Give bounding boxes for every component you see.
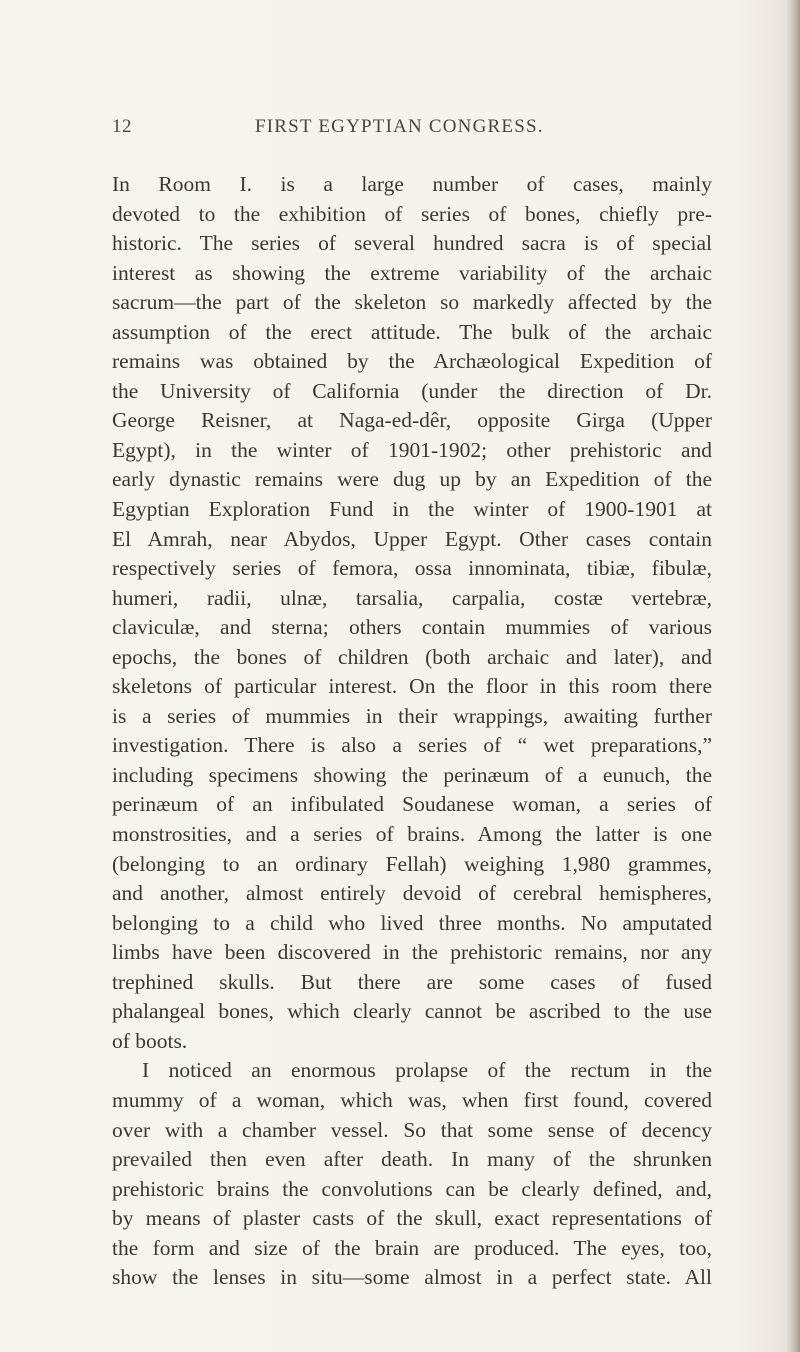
text-line: monstrosities, and a series of brains. Among the latter is one — [112, 822, 712, 847]
text-line: epochs, the bones of children (both archaic and later), and — [112, 644, 712, 669]
text-line: respectively series of femora, ossa innominata, tibiæ, fibulæ, — [112, 556, 712, 581]
text-line: and another, almost entirely devoid of cerebral hemispheres, — [112, 881, 712, 906]
text-line: mummy of a woman, which was, when first found, covered — [112, 1087, 712, 1112]
text-line: investigation. There is also a series of “ wet preparations,” — [112, 733, 712, 758]
text-line: Egypt), in the winter of 1901-1902; other prehistoric and — [112, 437, 712, 462]
text-line: skeletons of particular interest. On the floor in this room there — [112, 674, 712, 699]
text-line: sacrum—the part of the skeleton so markedly affected by the — [112, 290, 712, 315]
page-edge-shadow — [786, 0, 800, 1352]
text-line: In Room I. is a large number of cases, mainly — [112, 172, 712, 196]
text-line: perinæum of an infibulated Soudanese woman, a series of — [112, 792, 712, 817]
text-line: the form and size of the brain are produced. The eyes, too, — [112, 1235, 712, 1260]
text-line: by means of plaster casts of the skull, exact representations of — [112, 1206, 712, 1231]
text-line: phalangeal bones, which clearly cannot be ascribed to the use — [112, 999, 712, 1024]
text-line-paragraph-start: I noticed an enormous prolapse of the rectum in the — [142, 1058, 712, 1083]
page-header — [0, 116, 800, 146]
text-line: remains was obtained by the Archæological Expedition of — [112, 349, 712, 374]
text-line: belonging to a child who lived three months. No amputated — [112, 910, 712, 935]
text-line: humeri, radii, ulnæ, tarsalia, carpalia, costæ vertebræ, — [112, 585, 712, 610]
text-line: show the lenses in situ—some almost in a perfect state. All — [112, 1265, 712, 1290]
text-line: prehistoric brains the convolutions can be clearly defined, and, — [112, 1176, 712, 1201]
text-line: trephined skulls. But there are some cases of fused — [112, 969, 712, 994]
text-line: George Reisner, at Naga-ed-dêr, opposite Girga (Upper — [112, 408, 712, 433]
text-line: including specimens showing the perinæum of a eunuch, the — [112, 762, 712, 787]
text-line: claviculæ, and sterna; others contain mummies of various — [112, 615, 712, 640]
text-line: limbs have been discovered in the prehistoric remains, nor any — [112, 940, 712, 965]
text-line: interest as showing the extreme variability of the archaic — [112, 260, 712, 285]
text-line: over with a chamber vessel. So that some sense of decency — [112, 1117, 712, 1142]
text-line: Egyptian Exploration Fund in the winter of 1900-1901 at — [112, 497, 712, 522]
text-line: devoted to the exhibition of series of bones, chiefly pre- — [112, 201, 712, 226]
running-head: FIRST EGYPTIAN CONGRESS. — [255, 116, 544, 137]
text-line: the University of California (under the direction of Dr. — [112, 378, 712, 403]
text-line: (belonging to an ordinary Fellah) weighing 1,980 grammes, — [112, 851, 712, 876]
text-line: prevailed then even after death. In many of the shrunken — [112, 1147, 712, 1172]
text-line: is a series of mummies in their wrappings, awaiting further — [112, 703, 712, 728]
page-number: 12 — [112, 116, 132, 137]
text-line: El Amrah, near Abydos, Upper Egypt. Other cases contain — [112, 526, 712, 551]
body-text — [112, 170, 712, 1293]
text-line: historic. The series of several hundred sacra is of special — [112, 231, 712, 256]
text-line-paragraph-end: of boots. — [112, 1028, 188, 1053]
text-line: assumption of the erect attitude. The bulk of the archaic — [112, 319, 712, 344]
text-line: early dynastic remains were dug up by an Expedition of the — [112, 467, 712, 492]
